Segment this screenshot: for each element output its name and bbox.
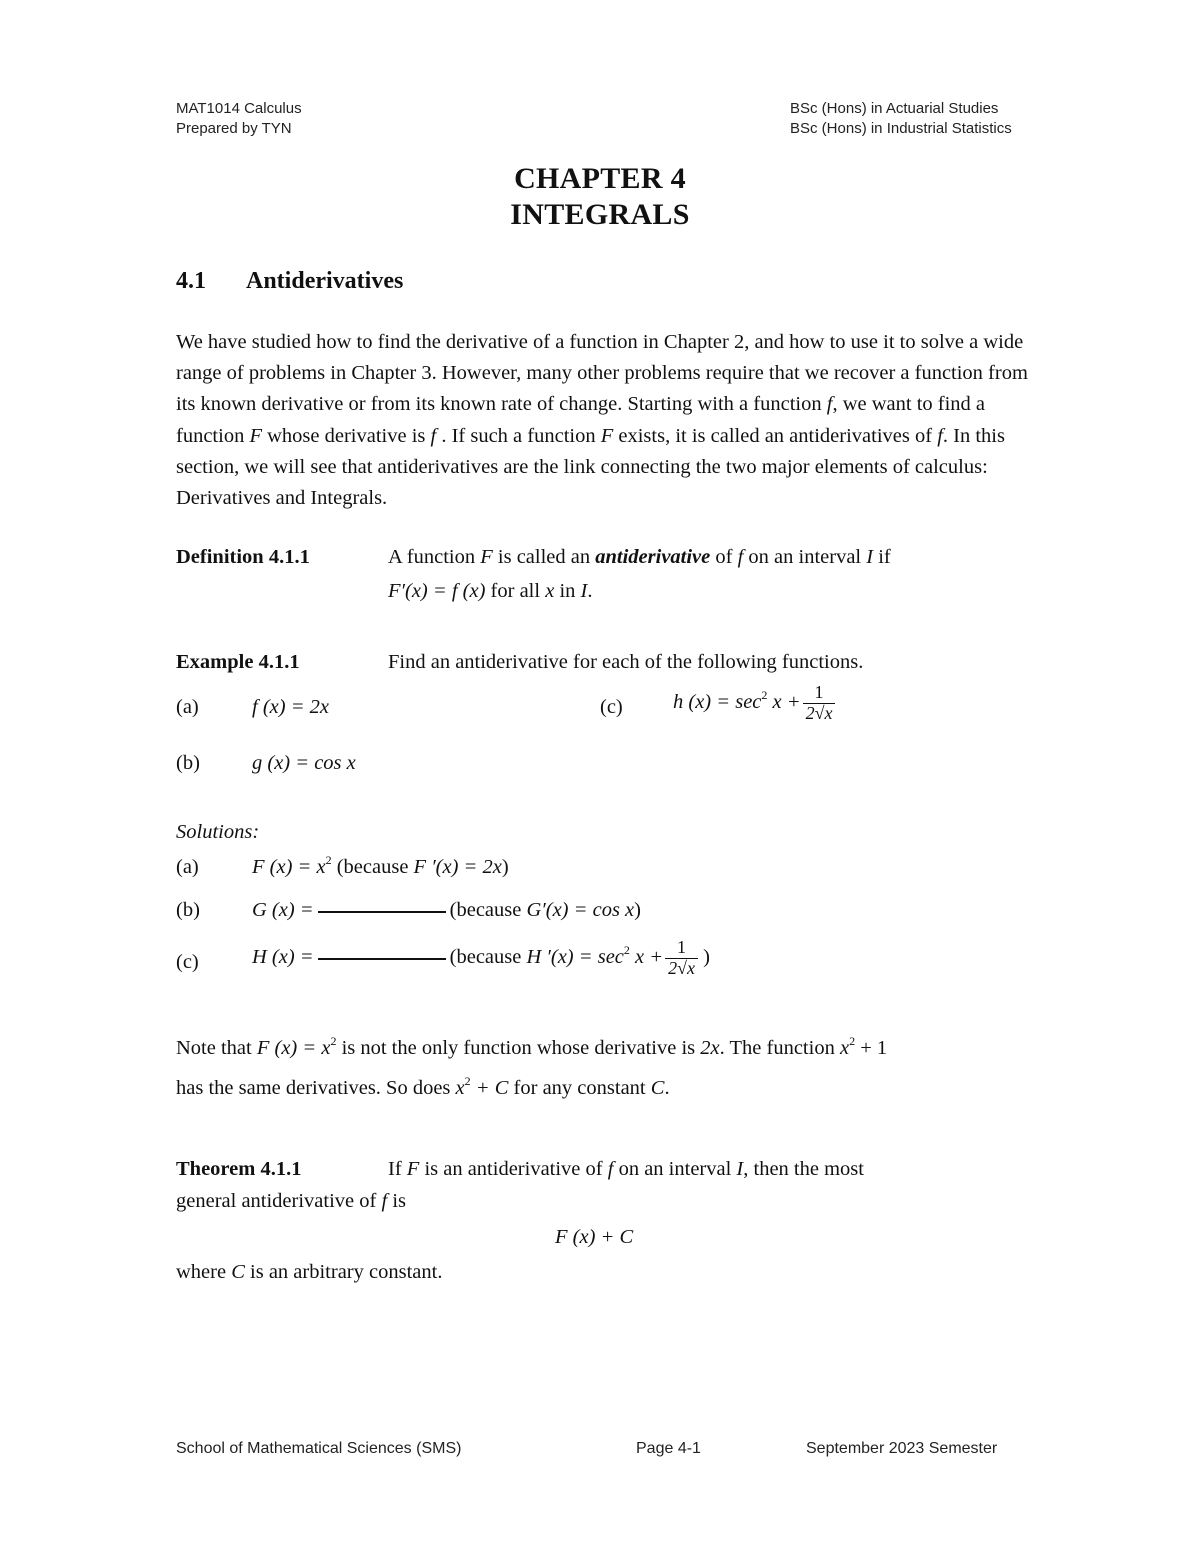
- header-programme-2: BSc (Hons) in Industrial Statistics: [790, 120, 1012, 137]
- intro-paragraph: We have studied how to find the derivative of a function in Chapter 2, and how to use it to solve a wide range of problems in Chapter 3. However, many other problems require that we recover a function from its known derivative or from its known rate of change. Starting with a function f, we want to find a function F whose derivative is f . If such a function F exists, it is called an antiderivatives of f. In this section, we will see that antiderivatives are the link connecting the two major elements of calculus: Derivatives and Integrals.: [176, 331, 1028, 510]
- footer-page-number: Page 4-1: [636, 1440, 701, 1457]
- note-line-1: Note that F $(x) = x^2$ is not the only function whose derivative is 2x. The function $x^2 + 1$: [176, 1034, 888, 1059]
- definition-equation: F′(x) = f (x) for all x in I.: [388, 580, 593, 602]
- solutions-label: Solutions:: [176, 821, 260, 843]
- header-course: MAT1014 Calculus: [176, 100, 302, 117]
- header-preparer: Prepared by TYN: [176, 120, 292, 137]
- theorem-label: Theorem 4.1.1: [176, 1158, 302, 1180]
- footer-school: School of Mathematical Sciences (SMS): [176, 1440, 462, 1457]
- example-a-expression: f (x) = 2x: [252, 696, 330, 718]
- solution-b-expression: G (x) = (because G′(x) = cos x): [252, 899, 641, 921]
- footer-semester: September 2023 Semester: [806, 1440, 998, 1457]
- example-instruction: Find an antiderivative for each of the following functions.: [388, 651, 864, 673]
- theorem-text-1: If F is an antiderivative of f on an interval I, then the most: [388, 1158, 864, 1180]
- definition-text: A function F is called an antiderivative of f on an interval I if: [388, 546, 891, 568]
- example-b-expression: g (x) = cos x: [252, 752, 356, 774]
- example-b-label: (b): [176, 752, 200, 774]
- theorem-text-2: general antiderivative of f is: [176, 1190, 406, 1212]
- example-a-label: (a): [176, 696, 199, 718]
- section-heading: [176, 268, 403, 295]
- theorem-formula: F (x) + C: [555, 1226, 634, 1248]
- example-label: Example 4.1.1: [176, 651, 300, 673]
- chapter-number: CHAPTER 4: [514, 162, 686, 195]
- section-number: 4.1: [176, 268, 206, 294]
- definition-label: Definition 4.1.1: [176, 546, 310, 568]
- header-programme-1: BSc (Hons) in Actuarial Studies: [790, 100, 999, 117]
- section-title: Antiderivatives: [246, 268, 404, 294]
- theorem-text-3: where C is an arbitrary constant.: [176, 1261, 443, 1283]
- example-c-expression: h $(x) = \sec^2 x$ + $\frac{1}{2√x}$: [673, 683, 835, 724]
- solution-a-expression: F $(x) = x^2$ (because F ′(x) = 2x): [252, 853, 509, 878]
- solution-b-label: (b): [176, 899, 200, 921]
- solution-c-label: (c): [176, 951, 199, 973]
- solution-a-label: (a): [176, 856, 199, 878]
- example-c-label: (c): [600, 696, 623, 718]
- note-line-2: has the same derivatives. So does $x^2 + C$ for any constant C.: [176, 1074, 670, 1099]
- chapter-title: INTEGRALS: [510, 198, 690, 231]
- answer-blank: [318, 910, 446, 913]
- answer-blank: [318, 957, 446, 960]
- solution-c-expression: H (x) = (because H $'(x) = \sec^2 x$ + $\frac{1}{2√x}$ ): [252, 937, 710, 978]
